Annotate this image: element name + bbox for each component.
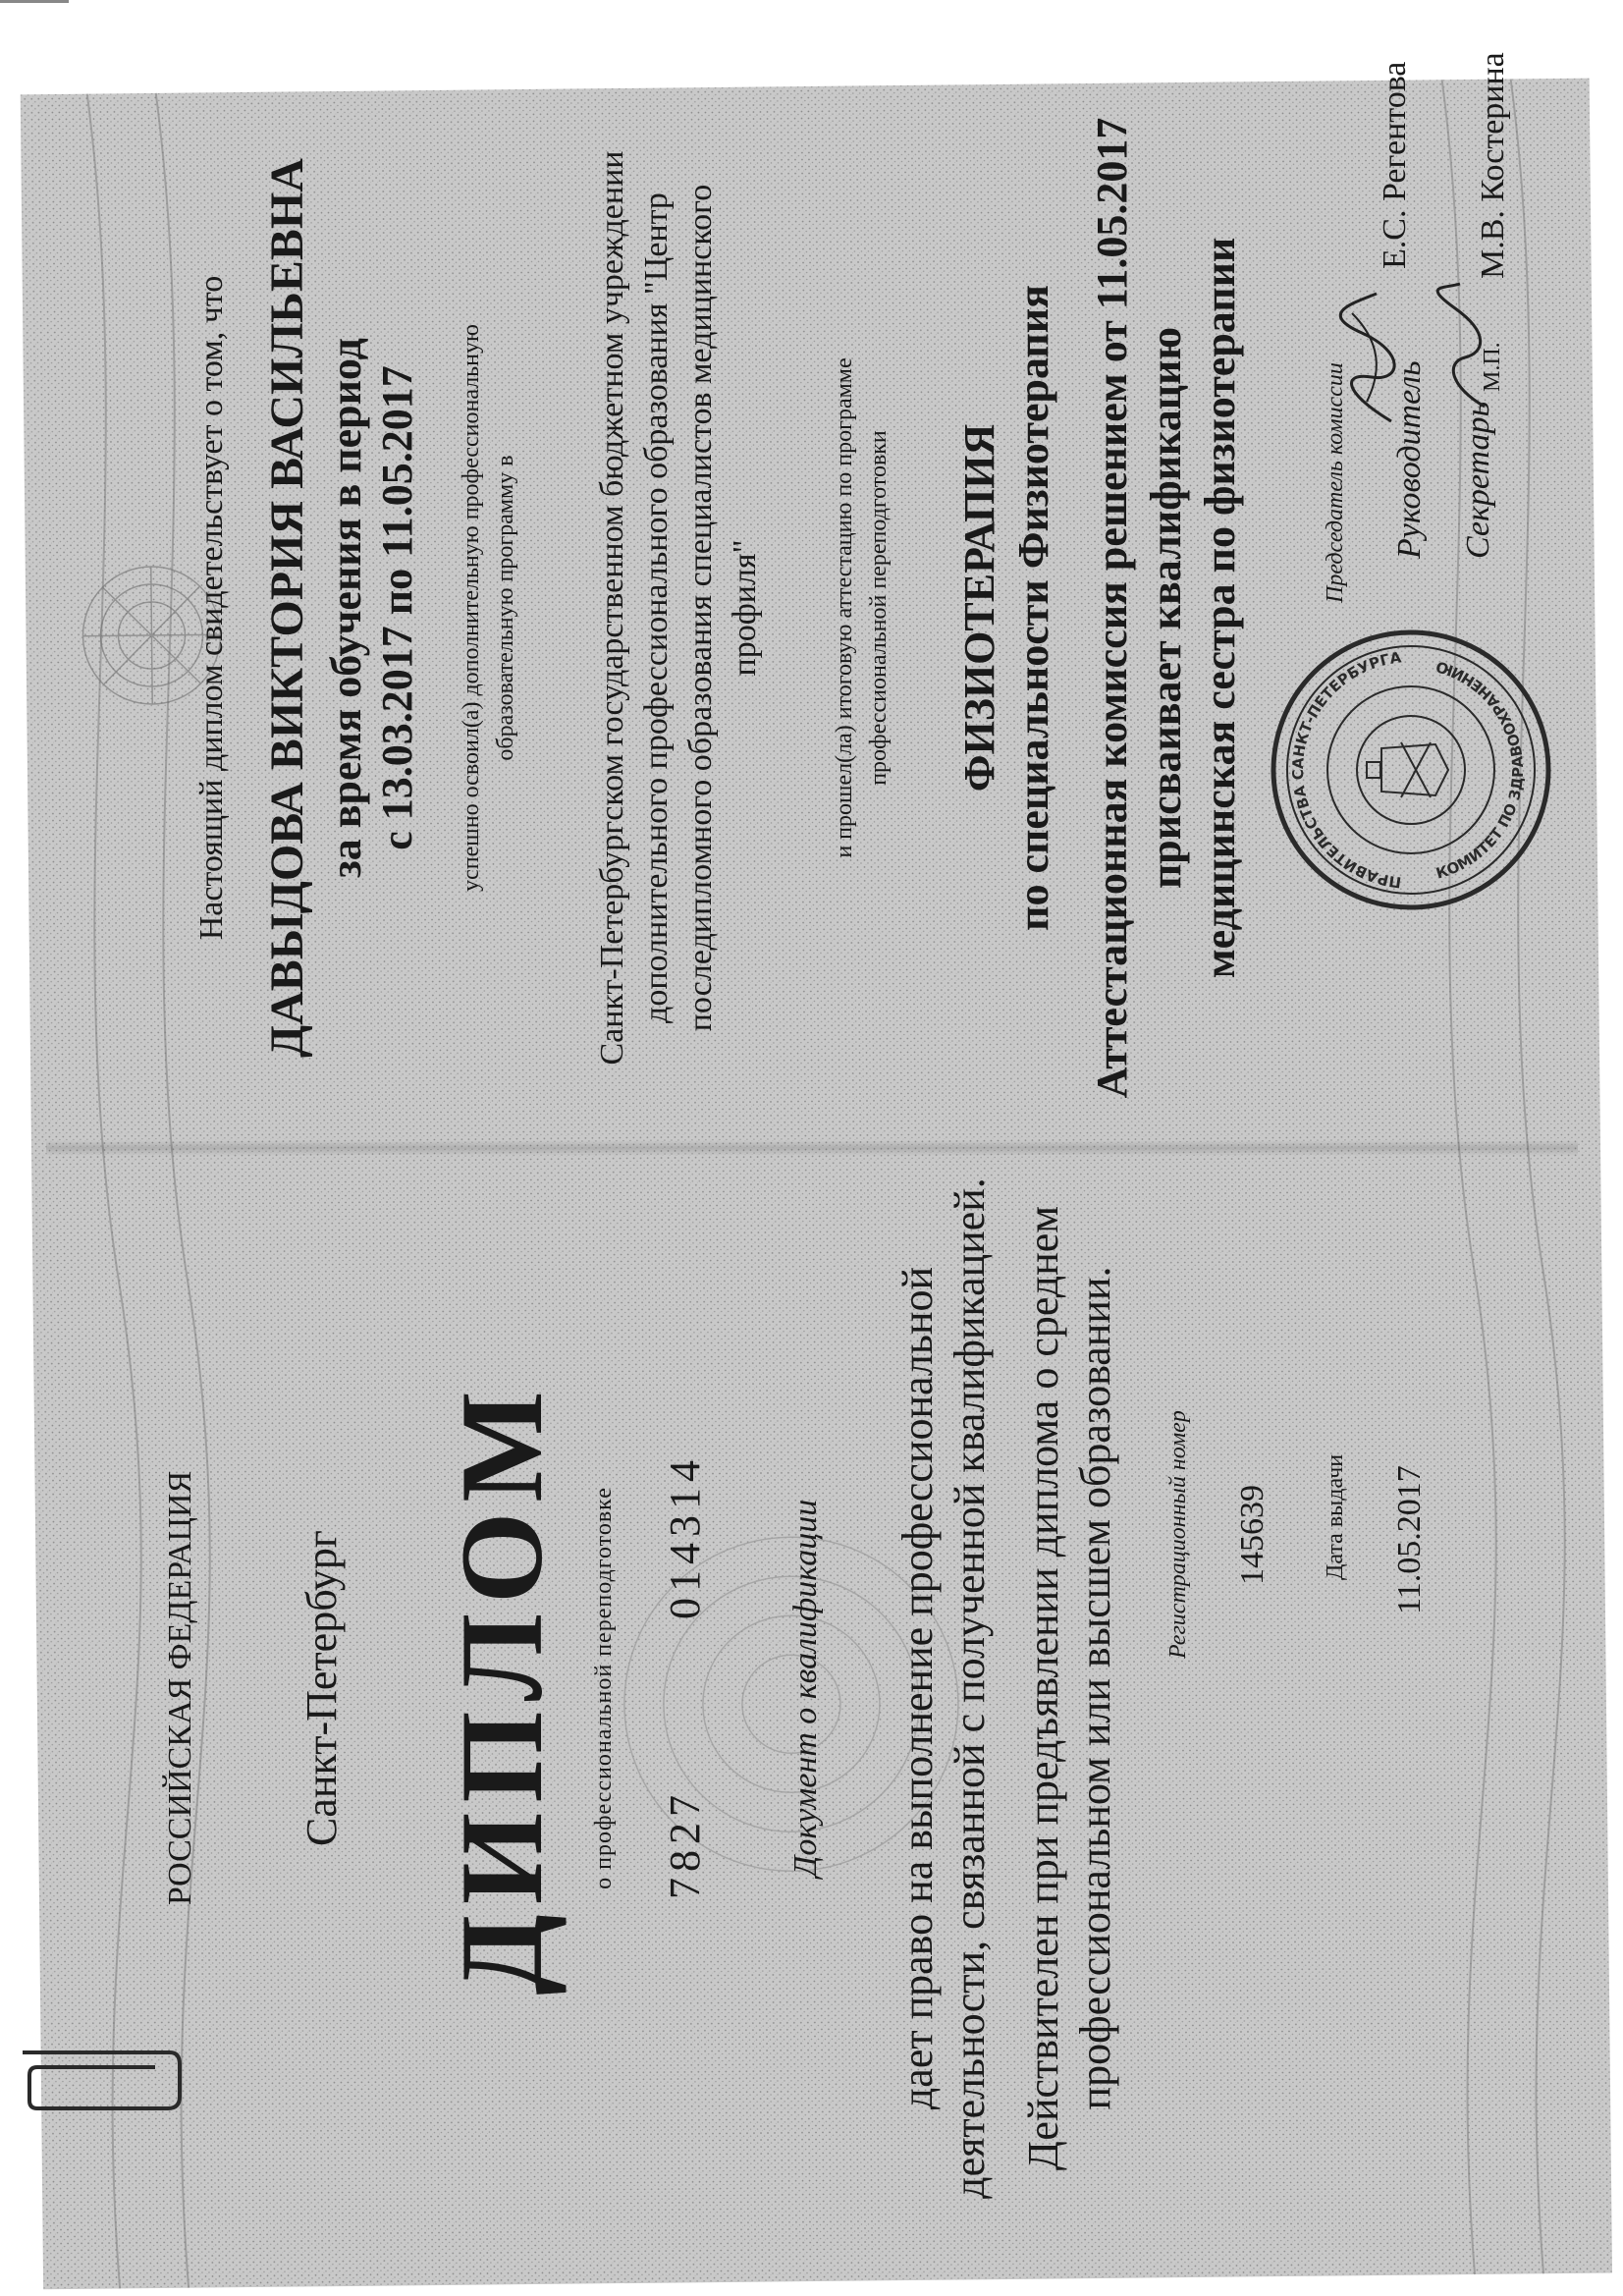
qualification-name: медицинская сестра по физиотерапии <box>1195 237 1244 979</box>
passed-line-1: и прошел(ла) итоговую аттестацию по программе <box>831 357 857 858</box>
blank-number: 014314 <box>660 1454 709 1619</box>
head-label: Руководитель <box>1390 360 1428 559</box>
chair-name: Е.С. Регентова <box>1376 61 1413 269</box>
chair-label: Председатель комиссии <box>1322 362 1348 603</box>
institution-line-2: дополнительного профессионального образования "Центр <box>637 192 675 1023</box>
diploma-cover-page <box>46 1148 1578 2228</box>
passed-line-2: профессиональной переподготовки <box>865 430 892 786</box>
validity-line-2: профессиональном или высшем образовании. <box>1070 1266 1119 2110</box>
institution-line-1: Санкт-Петербургском государственном бюджетном учреждении <box>593 150 630 1066</box>
diploma-document <box>46 52 1578 2228</box>
chair-signature <box>1332 284 1411 431</box>
specialty: по специальности Физиотерапия <box>1008 285 1057 931</box>
registration-number: 145639 <box>1233 1485 1271 1585</box>
diploma-subtitle: о профессиональной переподготовке <box>590 1487 617 1889</box>
city-label: Санкт-Петербург <box>297 1530 346 1846</box>
series-number: 7827 <box>660 1789 709 1899</box>
document-type: Документ о квалификации <box>786 1499 824 1878</box>
mastered-line-2: образовательную программу в <box>492 455 518 761</box>
diploma-title: ДИПЛОМ <box>435 1381 567 1995</box>
secretary-signature <box>1431 279 1499 416</box>
seal-text-bottom: КОМИТЕТ ПО ЗДРАВООХРАНЕНИЮ <box>1433 657 1527 883</box>
issue-date: 11.05.2017 <box>1390 1465 1428 1614</box>
program-name: ФИЗИОТЕРАПИЯ <box>954 423 1003 793</box>
intro-text: Настоящий диплом свидетельствует о том, что <box>192 275 230 941</box>
official-seal <box>1264 623 1558 917</box>
period-label: за время обучения в период <box>321 338 370 878</box>
secretary-name: М.В. Костерина <box>1474 52 1511 279</box>
assigns-qualification: присваивает квалификацию <box>1141 326 1190 890</box>
registration-label: Регистрационный номер <box>1164 1410 1191 1659</box>
commission-decision: Аттестационная комиссия решением от 11.05.2017 <box>1087 117 1136 1099</box>
mastered-line-1: успешно освоил(а) дополнительную профессиональную <box>458 324 484 892</box>
country-label: РОССИЙСКАЯ ФЕДЕРАЦИЯ <box>161 1470 198 1906</box>
rights-line-1: дает право на выполнение профессиональной <box>893 1266 942 2110</box>
diploma-content-page <box>46 52 1578 1148</box>
holder-name: ДАВЫДОВА ВИКТОРИЯ ВАСИЛЬЕВНА <box>260 158 313 1058</box>
institution-line-4: профиля" <box>726 539 763 677</box>
issue-date-label: Дата выдачи <box>1322 1453 1348 1580</box>
secretary-label: Секретарь <box>1459 402 1496 559</box>
seal-text-top: ПРАВИТЕЛЬСТВА САНКТ-ПЕТЕРБУРГА <box>1288 648 1402 892</box>
validity-line-1: Действителен при предъявлении диплома о среднем <box>1018 1205 1067 2171</box>
stamp-place-mark: М.П. <box>1479 342 1505 392</box>
study-period: с 13.03.2017 по 11.05.2017 <box>372 365 421 850</box>
rights-line-2: деятельности, связанной с полученной квалификацией. <box>945 1177 994 2199</box>
institution-line-3: последипломного образования специалистов медицинского <box>681 184 719 1032</box>
